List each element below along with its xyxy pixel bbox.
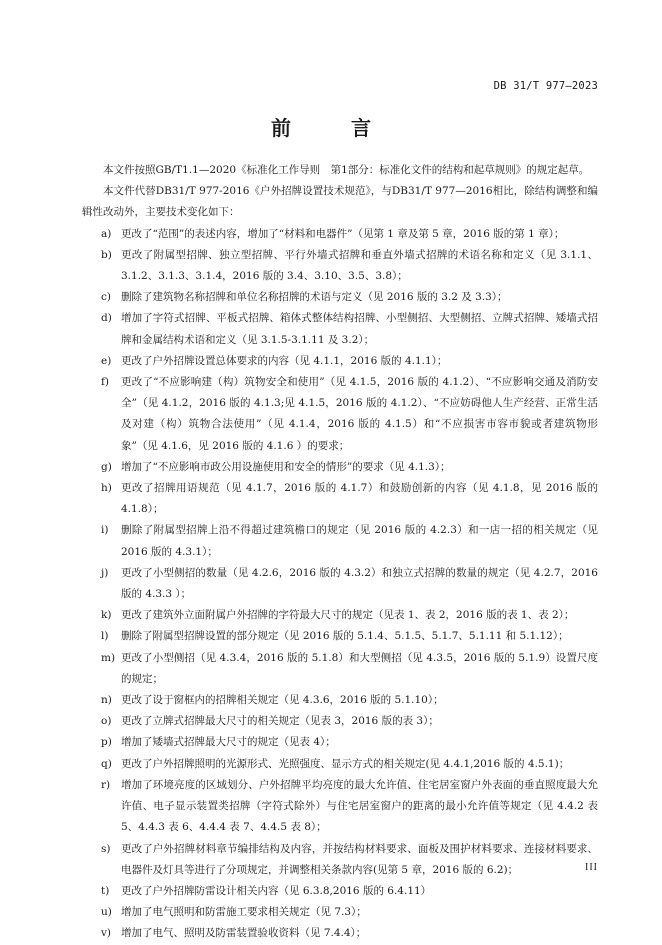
list-item (82, 372, 598, 457)
list-item-marker: a) (101, 227, 112, 240)
changes-list (82, 224, 598, 945)
list-item (82, 626, 598, 647)
standard-code: DB 31/T 977—2023 (493, 80, 598, 92)
list-item-text: 增加了字符式招牌、平板式招牌、箱体式整体结构招牌、小型侧招、大型侧招、立牌式招牌、矮墙式招牌和金属结构术语和定义（见 3.1.5-3.1.11 及 3.2）； (121, 312, 598, 346)
list-item-marker: s) (101, 842, 111, 855)
list-item-text: 更改了“范围”的表述内容，增加了“材料和电器件”（见第 1 章及第 5 章，2016 版的第 1 章）； (121, 227, 565, 240)
list-item (82, 457, 598, 478)
list-item-marker: h) (101, 482, 112, 495)
list-item-text: 更改了户外招牌材料章节编排结构及内容，并按结构材料要求、面板及围护材料要求、连接材料要求、电器件及灯具等进行了分项规定，并调整相关条款内容(见第 5 章，2016 版的 6.2)； (121, 842, 598, 876)
list-item-marker: k) (101, 609, 112, 622)
list-item-text: 更改了户外招牌防雷设计相关内容（见 6.3.8,2016 版的 6.4.11） (121, 884, 432, 897)
list-item (82, 923, 598, 944)
list-item (82, 308, 598, 350)
replacement-paragraph: 本文件代替DB31/T 977-2016《户外招牌设置技术规范》，与DB31/T 977—2016相比，除结构调整和编辑性改动外，主要技术变化如下： (82, 185, 598, 219)
list-item-marker: b) (101, 248, 112, 261)
list-item-text: 更改了招牌用语规范（见 4.1.7，2016 版的 4.1.7）和鼓励创新的内容（见 4.1.8，见 2016 版的 4.1.8）； (121, 482, 598, 516)
list-item-text: 更改了户外招牌照明的光源形式、光照强度、显示方式的相关规定(见 4.4.1,2016 版的 4.5.1)； (121, 757, 570, 770)
list-item-text: 更改了小型侧招的数量（见 4.2.6，2016 版的 4.3.2）和独立式招牌的数量的规定（见 4.2.7，2016 版的 4.3.3 ）； (121, 566, 598, 601)
list-item-marker: m) (101, 651, 116, 664)
list-item-text: 更改了附属型招牌、独立型招牌、平行外墙式招牌和垂直外墙式招牌的术语名称和定义（见 3.1.1、3.1.2、3.1.3、3.1.4，2016 版的 3.4、3.10、3.5、3.8）； (121, 248, 598, 283)
list-item-text: 删除了附属型招牌设置的部分规定（见 2016 版的 5.1.4、5.1.5、5.1.7、5.1.11 和 5.1.12）； (121, 630, 569, 643)
list-item (82, 287, 598, 308)
list-item-marker: f) (101, 376, 109, 389)
list-item-text: 增加了电气、照明及防雷装置验收资料（见 7.4.4）； (121, 927, 367, 940)
list-item (82, 775, 598, 839)
list-item (82, 245, 598, 287)
list-item (82, 648, 598, 690)
list-item (82, 690, 598, 711)
list-item (82, 754, 598, 775)
list-item-text: 删除了建筑物名称招牌和单位名称招牌的术语与定义（见 2016 版的 3.2 及 3.3）； (121, 291, 508, 304)
list-item (82, 351, 598, 372)
list-item (82, 478, 598, 520)
list-item-marker: c) (101, 291, 111, 304)
list-item (82, 520, 598, 562)
list-item-marker: n) (101, 694, 112, 707)
list-item-text: 增加了矮墙式招牌最大尺寸的规定（见表 4）； (121, 736, 336, 749)
list-item-text: 更改了户外招牌设置总体要求的内容（见 4.1.1，2016 版的 4.1.1）； (121, 354, 448, 367)
page-title: 前 言 (271, 116, 391, 140)
list-item-text: 增加了环境亮度的区域划分、户外招牌平均亮度的最大允许值、住宅居室窗户外表面的垂直照度最大允许值、电子显示装置类招牌（字符式除外）与住宅居室窗户的距离的最小允许值等规定（见 4.4.2 表 5、4.4.3 表 6、4.4.4 表 7、4.4.5 表 8）； (121, 778, 598, 834)
list-item (82, 732, 598, 753)
list-item-marker: q) (101, 757, 112, 770)
list-item-text: 更改了立牌式招牌最大尺寸的相关规定（见表 3，2016 版的表 3）； (121, 715, 439, 728)
list-item (82, 839, 598, 881)
list-item-marker: l) (101, 630, 109, 643)
list-item-marker: o) (101, 715, 112, 728)
page-number: III (585, 862, 598, 873)
list-item-marker: i) (101, 524, 109, 537)
list-item (82, 224, 598, 245)
list-item (82, 605, 598, 626)
list-item-marker: t) (101, 884, 110, 897)
list-item-text: 更改了小型侧招（见 4.3.4，2016 版的 5.1.8）和大型侧招（见 4.3.5，2016 版的 5.1.9）设置尺度的规定； (121, 651, 598, 685)
list-item-text: 增加了“不应影响市政公用设施使用和安全的情形”的要求（见 4.1.3）； (121, 460, 451, 473)
document-body (82, 160, 598, 945)
list-item-text: 删除了附属型招牌上沿不得超过建筑檐口的规定（见 2016 版的 4.2.3）和一店一招的相关规定（见 2016 版的 4.3.1）； (121, 524, 598, 558)
list-item-marker: j) (101, 566, 109, 579)
list-item-marker: g) (101, 460, 112, 473)
list-item-text: 更改了建筑外立面附属户外招牌的字符最大尺寸的规定（见表 1、表 2，2016 版的表 1、表 2）； (121, 609, 575, 622)
intro-paragraph: 本文件按照GB/T1.1—2020《标准化工作导则 第1部分：标准化文件的结构和起草规则》的规定起草。 (103, 164, 590, 176)
list-item-text: 更改了设于窗框内的招牌相关规定（见 4.3.6，2016 版的 5.1.10）； (121, 694, 444, 707)
list-item (82, 902, 598, 923)
list-item-marker: p) (101, 736, 112, 749)
list-item-text: 增加了电气照明和防雷施工要求相关规定（见 7.3）； (121, 906, 367, 919)
list-item (82, 711, 598, 732)
list-item-marker: d) (101, 312, 112, 325)
list-item-marker: e) (101, 354, 112, 367)
list-item-marker: u) (101, 906, 112, 919)
list-item (82, 881, 598, 902)
list-item-text: 更改了“不应影响建（构）筑物安全和使用”（见 4.1.5，2016 版的 4.1.2）、“不应影响交通及消防安全”（见 4.1.2，2016 版的 4.1.3;见 4.1.5，2016 版的 4.1.2）、“不应妨碍他人生产经营、正常生活及对建（构）筑物合法使用”（见 4.1.4，2016 版的 4.1.5）和“不应损害市容市貌或者建筑物形象”（见 4.1.6，见 2016 版的 4.1.6 ）的要求； (121, 376, 598, 452)
list-item-marker: r) (101, 778, 111, 791)
list-item (82, 563, 598, 605)
list-item-marker: v) (101, 927, 112, 940)
